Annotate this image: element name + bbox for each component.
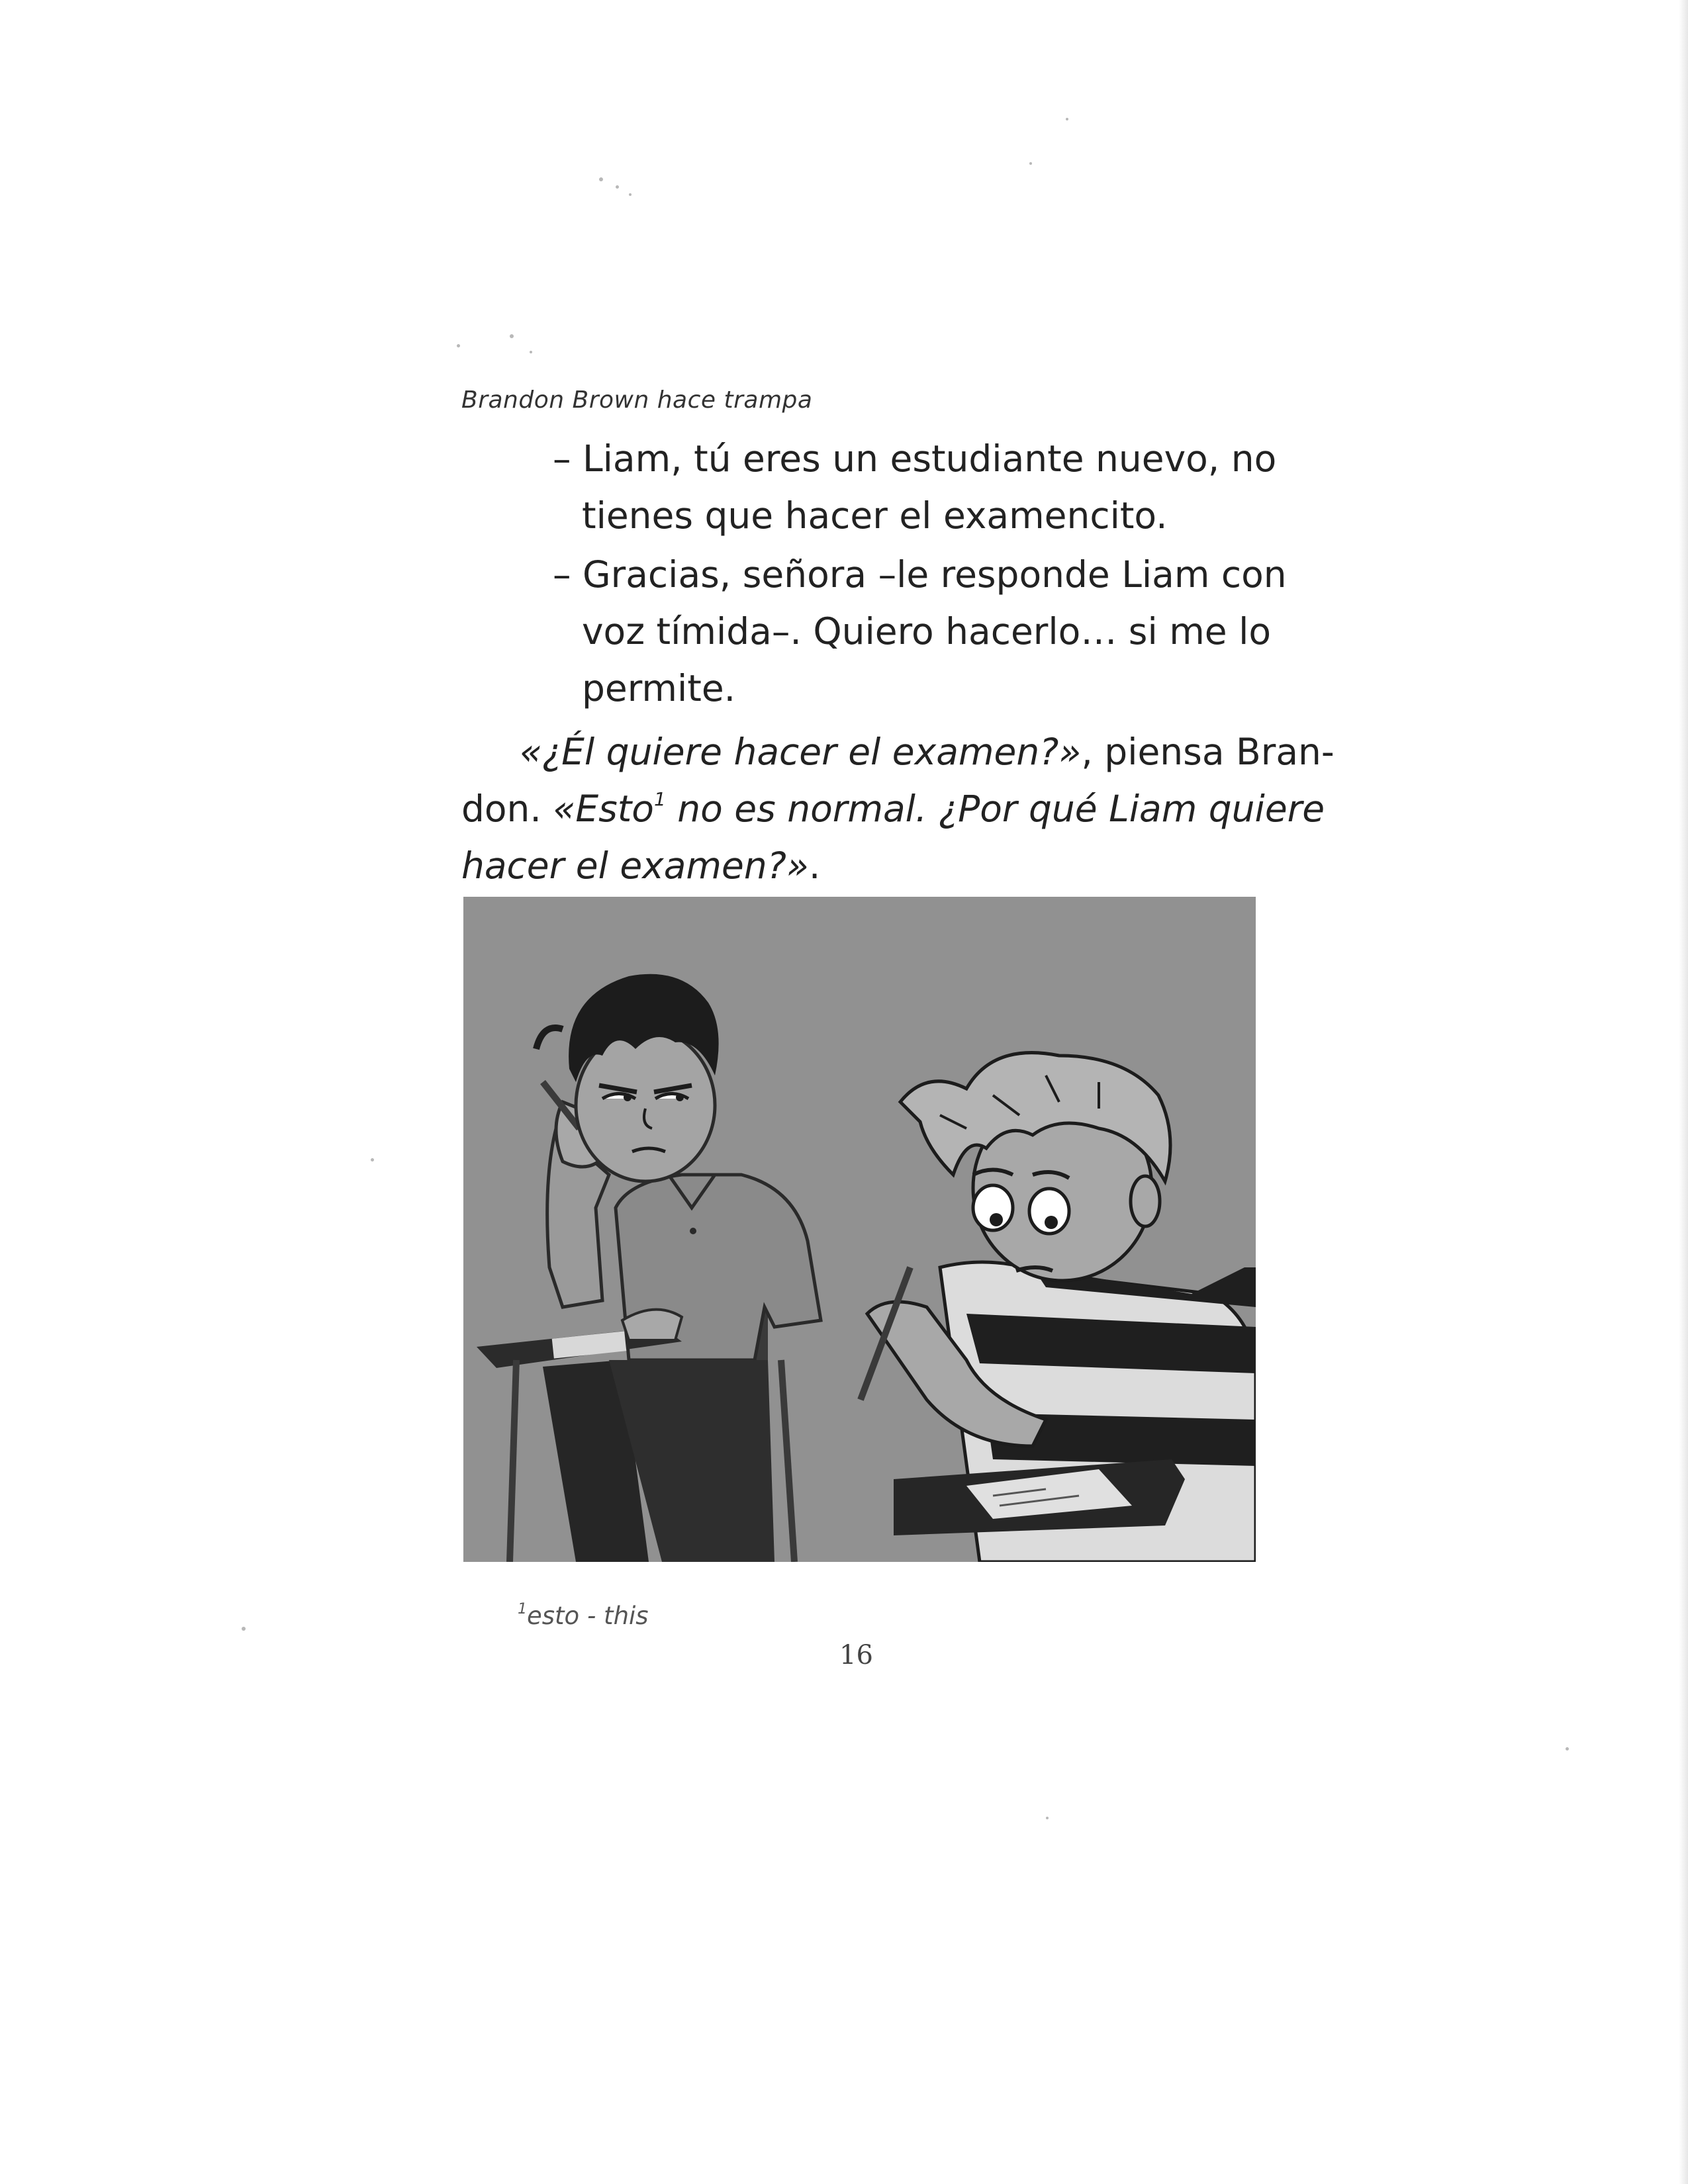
scan-speck <box>629 193 632 196</box>
dialogue-line: permite. <box>582 667 736 709</box>
narration-line <box>461 723 1335 780</box>
narration-thought: no es normal. ¿Por qué Liam quiere <box>665 788 1325 830</box>
scan-speck <box>1566 1747 1569 1751</box>
page-number: 16 <box>839 1640 873 1670</box>
narration-text: don. <box>461 788 553 830</box>
scan-speck <box>1029 162 1032 165</box>
right-boy-pupil <box>1045 1216 1058 1229</box>
left-boy-pupil <box>624 1093 632 1101</box>
scan-speck <box>457 344 460 347</box>
scan-speck <box>1066 118 1068 120</box>
narration-line <box>461 780 1325 837</box>
right-boy-pupil <box>990 1213 1003 1226</box>
classroom-illustration <box>463 897 1256 1562</box>
narration-text: . <box>808 844 821 887</box>
scan-speck <box>242 1627 246 1631</box>
scan-speck <box>1046 1817 1049 1819</box>
dialogue-paragraph-1 <box>553 430 1281 544</box>
footnote <box>518 1602 649 1630</box>
scan-speck <box>510 334 514 338</box>
scan-speck <box>371 1158 374 1161</box>
dialogue-line: voz tímida–. Quiero hacerlo… si me lo <box>582 610 1272 653</box>
dialogue-line: – Gracias, señora –le responde Liam con <box>553 553 1287 596</box>
narration-line <box>461 837 1262 894</box>
right-boy-ear <box>1131 1176 1160 1226</box>
scan-speck <box>530 351 532 353</box>
narration-thought: hacer el examen?» <box>461 844 809 887</box>
footnote-text: esto - this <box>527 1602 649 1630</box>
footnote-mark: 1 <box>518 1601 527 1617</box>
shirt-button <box>690 1228 696 1234</box>
narration-thought: «¿Él quiere hacer el examen?» <box>520 731 1082 773</box>
running-head: Brandon Brown hace trampa <box>461 387 813 414</box>
scan-speck <box>616 185 619 189</box>
footnote-reference: 1 <box>653 788 666 810</box>
narration-text: , piensa Bran- <box>1081 731 1335 773</box>
illustration-drawing <box>463 897 1256 1562</box>
scan-speck <box>599 177 603 181</box>
narration-paragraph <box>461 723 1335 894</box>
dialogue-paragraph-2 <box>553 546 1287 717</box>
narration-thought: «Esto <box>553 788 654 830</box>
dialogue-line: – Liam, tú eres un estudiante nuevo, no <box>553 437 1277 480</box>
dialogue-line: tienes que hacer el examencito. <box>582 494 1168 537</box>
scan-edge-shadow <box>1679 0 1688 2184</box>
left-boy-pupil <box>676 1093 684 1101</box>
